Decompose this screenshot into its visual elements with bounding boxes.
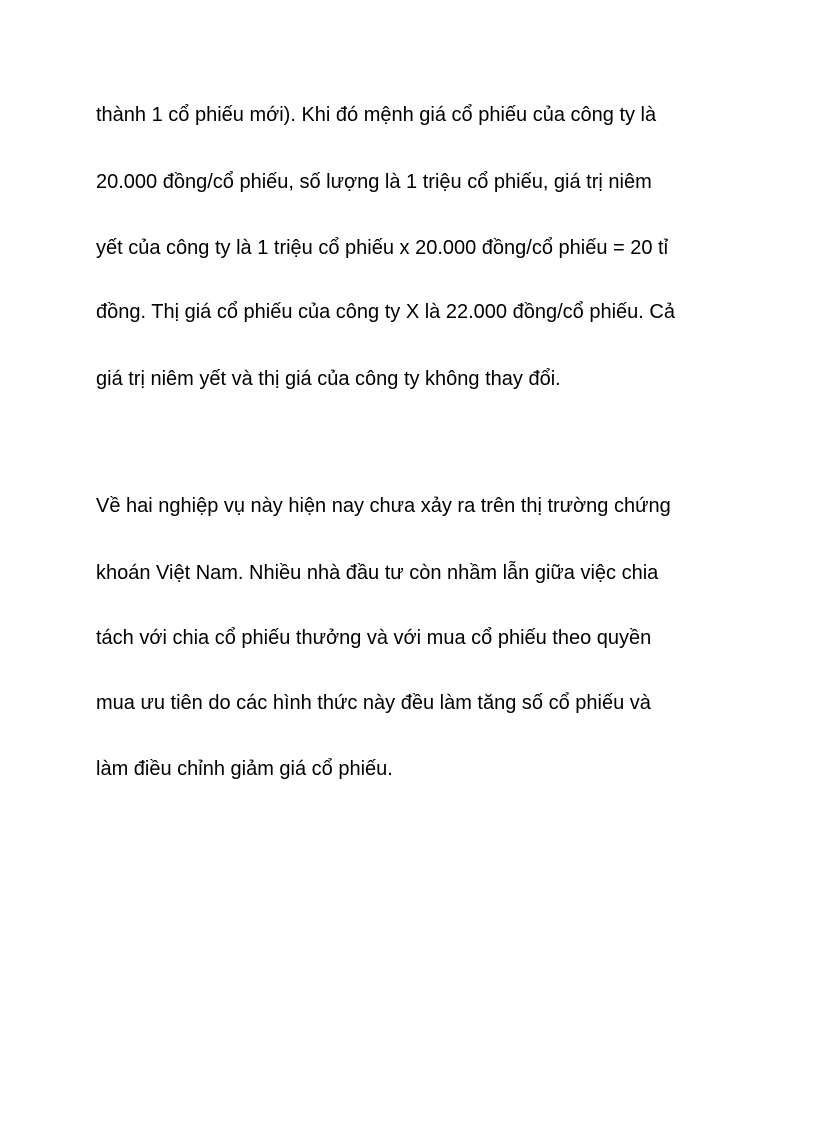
text-line: thành 1 cổ phiếu mới). Khi đó mệnh giá cổ phiếu của công ty là <box>96 104 657 126</box>
text-line: Về hai nghiệp vụ này hiện nay chưa xảy ra trên thị trường chứng <box>96 495 671 517</box>
text-line: làm điều chỉnh giảm giá cổ phiếu. <box>96 758 393 780</box>
text-line: mua ưu tiên do các hình thức này đều làm tăng số cổ phiếu và <box>96 692 651 714</box>
text-line: giá trị niêm yết và thị giá của công ty không thay đổi. <box>96 368 561 390</box>
text-line: yết của công ty là 1 triệu cổ phiếu x 20.000 đồng/cổ phiếu = 20 tỉ <box>96 237 669 259</box>
text-line: đồng. Thị giá cổ phiếu của công ty X là 22.000 đồng/cổ phiếu. Cả <box>96 301 675 323</box>
text-line: khoán Việt Nam. Nhiều nhà đầu tư còn nhầm lẫn giữa việc chia <box>96 562 659 584</box>
text-line: tách với chia cổ phiếu thưởng và với mua cổ phiếu theo quyền <box>96 627 652 649</box>
text-line: 20.000 đồng/cổ phiếu, số lượng là 1 triệu cổ phiếu, giá trị niêm <box>96 171 652 193</box>
